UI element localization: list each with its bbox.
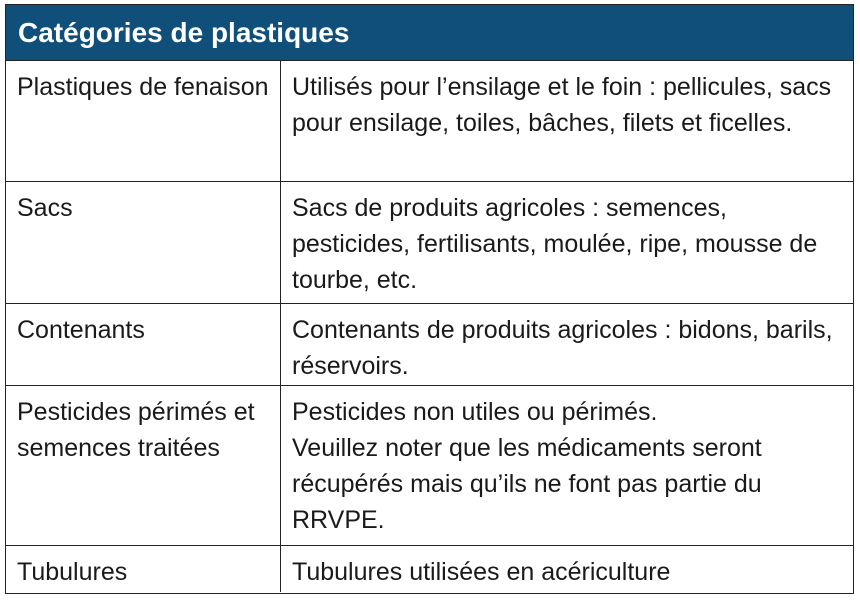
category-cell: Pesticides périmés et semences traitées: [6, 386, 281, 545]
table-row: [6, 385, 853, 545]
description-cell: Sacs de produits agricoles : semences, pesticides, fertilisants, moulée, ripe, mousse de tourbe, etc.: [292, 194, 818, 294]
category-cell: Plastiques de fenaison: [6, 61, 281, 181]
table-row: [6, 545, 853, 592]
description-cell: Contenants de produits agricoles : bidons, barils, réservoirs.: [292, 316, 833, 380]
description-text: Pesticides non utiles ou périmés.: [292, 398, 658, 426]
note-text: Veuillez noter que les médicaments seront récupérés mais qu’ils ne font pas partie du RRVPE.: [292, 434, 762, 534]
category-cell: Sacs: [6, 182, 281, 303]
table-body: [6, 61, 853, 592]
table-row: [6, 303, 853, 385]
description-cell: [281, 386, 853, 545]
plastics-categories-table: [5, 4, 854, 594]
description-cell: Tubulures utilisées en acériculture: [292, 558, 671, 586]
category-cell: Contenants: [6, 304, 281, 385]
table-row: [6, 61, 853, 181]
description-cell: Utilisés pour l’ensilage et le foin : pellicules, sacs pour ensilage, toiles, bâches, filets et ficelles.: [292, 73, 832, 137]
table-row: [6, 181, 853, 303]
category-cell: Tubulures: [6, 546, 281, 592]
table-title: Catégories de plastiques: [6, 5, 853, 61]
